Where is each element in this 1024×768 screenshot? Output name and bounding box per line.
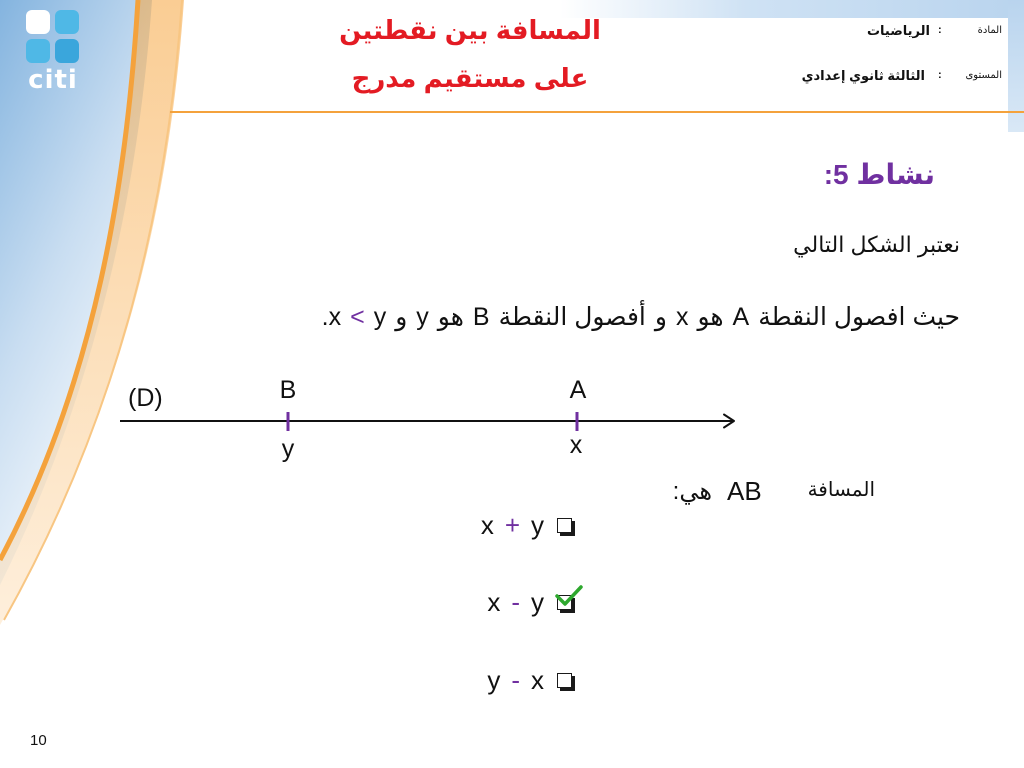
page-number: 10 [30,732,47,749]
question-segment: AB [727,476,762,506]
option-1 [481,509,572,541]
slide-title-line-1: المسافة بين نقطتين [339,15,601,45]
option-term-left: x [487,587,501,617]
sentence-segment: B [472,303,490,331]
option-term-right: y [531,587,544,617]
sentence-segment: هو [697,303,724,331]
slide-title-line-2: على مستقيم مدرج [351,63,589,93]
subject-label: المادة [977,25,1002,36]
sentence-operator: < [350,303,365,331]
point-a-abscissa: x [569,431,583,459]
check-icon-stroke [557,587,581,604]
activity-intro: نعتبر الشكل التالي [793,232,960,257]
sentence-segment: و [654,303,667,331]
sentence-segment: x. [321,303,342,331]
sentence-segment: و [395,303,408,331]
level-value: الثالثة ثانوي إعدادي [801,68,925,83]
level-separator: : [938,69,942,81]
option-term-left: y [487,665,501,695]
checkbox-icon [557,518,572,533]
sentence-segment: y [416,303,429,331]
option-term-left: x [480,510,494,540]
checkbox-icon [557,595,572,610]
sentence-segment: حيث افصول النقطة [758,303,960,331]
point-b-label: B [279,376,297,404]
point-a-label: A [569,376,587,404]
question-prefix: المسافة [807,479,875,501]
subject-value: الرياضيات [866,23,930,38]
subject-separator: : [938,24,942,36]
sentence-segment: هو [437,303,464,331]
option-operator: + [504,510,520,540]
activity-heading: نشاط 5: [823,159,935,190]
option-3 [487,664,572,696]
option-operator: - [511,587,520,617]
sentence-segment: y [373,303,387,331]
option-2 [487,586,572,618]
sentence-segment: x [675,303,689,331]
logo-text: citi [28,65,78,95]
option-term-right: y [531,510,544,540]
checkbox-icon [557,673,572,688]
check-icon [554,585,584,607]
sentence-segment: أفصول النقطة [498,303,646,331]
line-label: (D) [128,384,163,412]
point-b-abscissa: y [281,435,295,463]
level-label: المستوى [965,70,1002,81]
option-operator: - [511,665,520,695]
sentence-segment: A [732,303,750,331]
option-term-right: x [531,665,544,695]
question-suffix: هي: [672,478,712,505]
